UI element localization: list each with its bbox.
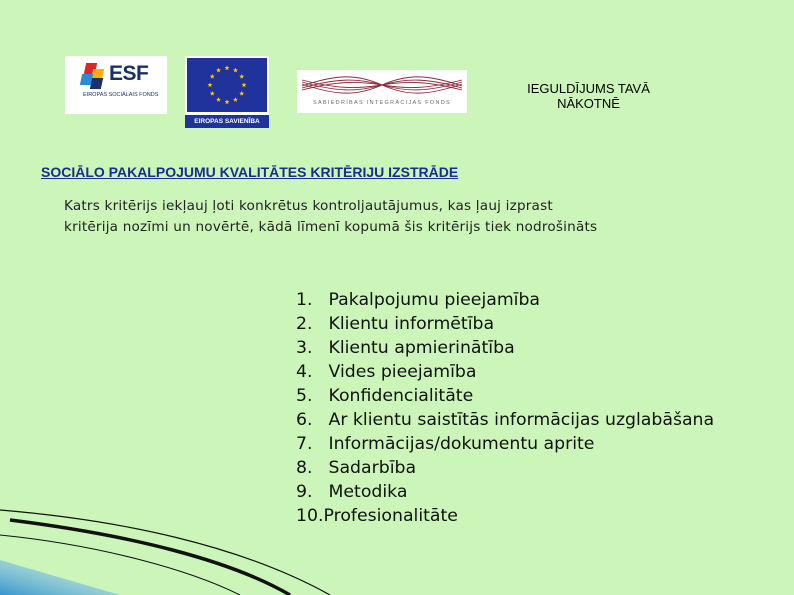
page-title: SOCIĀLO PAKALPOJUMU KVALITĀTES KRITĒRIJU IZSTRĀDE [41,164,459,180]
list-item-text: Klientu informētība [328,314,495,334]
list-item-text: Konfidencialitāte [328,386,474,406]
list-item [296,480,714,504]
slogan-line-2: NĀKOTNĒ [557,96,620,111]
list-item [296,312,714,336]
intro-line-2: kritērija nozīmi un novērtē, kādā līmenī kopumā šis kritērijs tiek nodrošināts [64,219,598,235]
list-item-number: 9. [296,482,313,502]
esf-logo-letters: ESF [109,62,149,85]
list-item-number: 1. [296,290,313,310]
list-item-number: 2. [296,314,313,334]
swoosh-line-1 [0,510,330,595]
list-item [296,336,714,360]
criteria-list [296,288,714,528]
list-item [296,288,714,312]
list-item-text: Metodika [328,482,408,502]
list-item [296,408,714,432]
list-item-text: Pakalpojumu pieejamība [328,290,541,310]
esf-logo-caption: EIROPAS SOCIĀLAIS FONDS [83,92,159,98]
slogan-line-1: IEGULDĪJUMS TAVĀ [527,81,650,96]
list-item-number: 3. [296,338,313,358]
blue-accent-shape [0,560,120,595]
esf-logo [65,56,167,114]
list-item-text: Informācijas/dokumentu aprite [328,434,595,454]
list-item-text: Ar klientu saistītās informācijas uzglabāšana [328,410,715,430]
eu-logo [185,56,269,128]
list-item-text: Sadarbība [328,458,417,478]
swoosh-line-2 [10,520,290,595]
eu-flag-icon [185,56,269,114]
list-item-number: 8. [296,458,313,478]
list-item-number: 6. [296,410,313,430]
slogan [506,81,671,111]
list-item [296,360,714,384]
eu-logo-caption: EIROPAS SAVIENĪBA [185,115,269,128]
list-item-number: 10. [296,506,324,526]
list-item [296,456,714,480]
sif-logo [297,70,467,113]
list-item-number: 7. [296,434,313,454]
esf-mark-icon [79,63,105,89]
list-item-text: Klientu apmierinātība [328,338,515,358]
list-item [296,384,714,408]
list-item-text: Profesionalitāte [323,506,458,526]
list-item-number: 5. [296,386,313,406]
list-item-number: 4. [296,362,313,382]
intro-line-1: Katrs kritērijs iekļauj ļoti konkrētus kontroljautājumus, kas ļauj izprast [64,198,553,214]
list-item [296,432,714,456]
sif-logo-caption: SABIEDRĪBAS INTEGRĀCIJAS FONDS [312,100,452,106]
list-item [296,504,714,528]
sif-weave-icon [297,70,467,100]
swoosh-line-3 [0,535,240,595]
intro-paragraph [64,196,764,238]
list-item-text: Vides pieejamība [328,362,477,382]
